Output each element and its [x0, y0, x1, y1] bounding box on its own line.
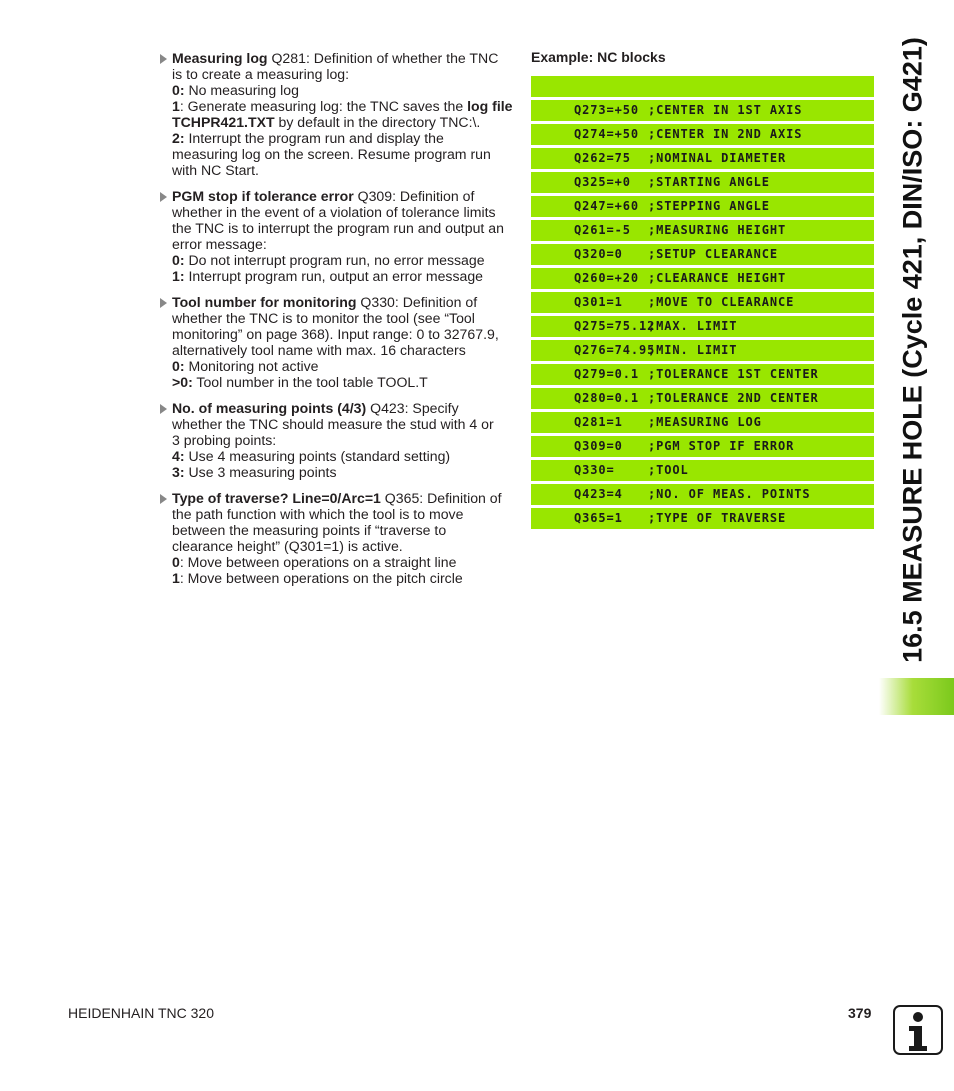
bold-text: 0: — [172, 82, 185, 98]
parameter-line — [172, 294, 511, 310]
text-segment: whether the TNC is to monitor the tool (see “Tool — [172, 310, 475, 326]
parameter-line — [172, 538, 511, 554]
bold-text: PGM stop if tolerance error — [172, 188, 354, 204]
nc-comment: ;CLEARANCE HEIGHT — [648, 271, 787, 285]
text-segment: No measuring log — [184, 82, 299, 98]
nc-row — [531, 436, 874, 457]
parameter-line — [172, 236, 511, 252]
parameter-line — [172, 310, 511, 326]
parameter-line — [172, 416, 511, 432]
parameter-line — [172, 204, 511, 220]
parameter-line — [172, 358, 511, 374]
parameter-line — [172, 66, 511, 82]
text-segment: between the measuring points if “traverse to — [172, 522, 447, 538]
text-segment: Tool number in the tool table TOOL.T — [192, 374, 428, 390]
parameter-line — [172, 326, 511, 342]
example-title: Example: NC blocks — [531, 49, 666, 65]
bold-text: No. of measuring points (4/3) — [172, 400, 367, 416]
text-segment: Q423: Specify — [366, 400, 459, 416]
parameter-line — [172, 400, 511, 416]
text-segment: measuring log on the screen. Resume program run — [172, 146, 491, 162]
parameter-item — [159, 400, 511, 480]
nc-comment: ;NOMINAL DIAMETER — [648, 151, 787, 165]
text-segment: Q365: Definition of — [380, 490, 502, 506]
section-title: 16.5 MEASURE HOLE (Cycle 421, DIN/ISO: G421) — [897, 37, 928, 663]
bold-text: 3: — [172, 464, 185, 480]
nc-row — [531, 316, 874, 337]
text-segment: Interrupt program run, output an error message — [184, 268, 484, 284]
bold-text: log file — [467, 98, 513, 114]
parameter-line — [172, 146, 511, 162]
nc-code: Q275=75.12 — [574, 319, 656, 333]
nc-comment: ;MEASURING LOG — [648, 415, 762, 429]
parameter-line — [172, 50, 511, 66]
text-segment: 3 probing points: — [172, 432, 277, 448]
text-segment: alternatively tool name with max. 16 characters — [172, 342, 466, 358]
text-segment: with NC Start. — [172, 162, 259, 178]
text-segment: Q309: Definition of — [353, 188, 475, 204]
parameter-line — [172, 82, 511, 98]
text-segment: Use 3 measuring points — [184, 464, 337, 480]
nc-row — [531, 196, 874, 217]
nc-comment: ;NO. OF MEAS. POINTS — [648, 487, 811, 501]
nc-row — [531, 100, 874, 121]
nc-comment: ;CENTER IN 1ST AXIS — [648, 103, 803, 117]
bold-text: 0: — [172, 252, 185, 268]
parameter-line — [172, 252, 511, 268]
parameter-line — [172, 374, 511, 390]
text-segment: : Move between operations on a straight line — [179, 554, 457, 570]
nc-comment: ;TOLERANCE 2ND CENTER — [648, 391, 819, 405]
nc-comment: ;MAX. LIMIT — [648, 319, 738, 333]
parameter-line — [172, 268, 511, 284]
text-segment: Monitoring not active — [184, 358, 319, 374]
nc-comment: ;STARTING ANGLE — [648, 175, 770, 189]
bold-text: 0 — [172, 554, 180, 570]
parameter-line — [172, 448, 511, 464]
nc-comment: ;TOLERANCE 1ST CENTER — [648, 367, 819, 381]
parameter-item — [159, 188, 511, 284]
parameter-line — [172, 130, 511, 146]
page-number: 379 — [848, 1005, 872, 1021]
parameter-item — [159, 294, 511, 390]
parameter-line — [172, 490, 511, 506]
nc-code: Q261=-5 — [574, 223, 631, 237]
nc-comment: ;MIN. LIMIT — [648, 343, 738, 357]
nc-row — [531, 268, 874, 289]
text-segment: clearance height” (Q301=1) is active. — [172, 538, 403, 554]
nc-comment: ;MEASURING HEIGHT — [648, 223, 787, 237]
text-segment: is to create a measuring log: — [172, 66, 350, 82]
info-icon-glyph — [895, 1007, 941, 1053]
text-segment: monitoring” on page 368). Input range: 0 to 32767.9, — [172, 326, 499, 342]
parameter-line — [172, 522, 511, 538]
nc-code: Q260=+20 — [574, 271, 639, 285]
nc-comment: ;STEPPING ANGLE — [648, 199, 770, 213]
text-segment: Interrupt the program run and display the — [184, 130, 444, 146]
parameter-line — [172, 464, 511, 480]
triangle-bullet-icon — [160, 404, 167, 414]
nc-code: Q423=4 — [574, 487, 623, 501]
bold-text: 1: — [172, 268, 185, 284]
text-segment: the TNC is to interrupt the program run and output an — [172, 220, 504, 236]
nc-code: Q301=1 — [574, 295, 623, 309]
text-segment: Q330: Definition of — [356, 294, 478, 310]
nc-code: Q262=75 — [574, 151, 631, 165]
nc-row — [531, 388, 874, 409]
bold-text: Tool number for monitoring — [172, 294, 357, 310]
nc-code: Q274=+50 — [574, 127, 639, 141]
nc-row — [531, 172, 874, 193]
parameter-item — [159, 50, 511, 178]
nc-code: Q365=1 — [574, 511, 623, 525]
nc-header-row — [531, 76, 874, 97]
parameter-line — [172, 114, 511, 130]
nc-comment: ;PGM STOP IF ERROR — [648, 439, 795, 453]
text-segment: : Move between operations on the pitch circle — [179, 570, 463, 586]
bold-text: >0: — [172, 374, 193, 390]
nc-comment: ;TOOL — [648, 463, 689, 477]
parameter-line — [172, 162, 511, 178]
parameter-item — [159, 490, 511, 586]
parameter-line — [172, 188, 511, 204]
section-title-sidebar — [878, 30, 948, 670]
nc-row — [531, 364, 874, 385]
text-segment: error message: — [172, 236, 267, 252]
nc-code: Q247=+60 — [574, 199, 639, 213]
bold-text: 1 — [172, 570, 180, 586]
bold-text: TCHPR421.TXT — [172, 114, 275, 130]
nc-comment: ;TYPE OF TRAVERSE — [648, 511, 787, 525]
parameter-line — [172, 506, 511, 522]
nc-code: Q320=0 — [574, 247, 623, 261]
bold-text: Type of traverse? Line=0/Arc=1 — [172, 490, 381, 506]
bold-text: Measuring log — [172, 50, 268, 66]
nc-comment: ;MOVE TO CLEARANCE — [648, 295, 795, 309]
nc-row — [531, 220, 874, 241]
parameter-line — [172, 98, 511, 114]
nc-code: Q279=0.1 — [574, 367, 639, 381]
parameter-line — [172, 342, 511, 358]
triangle-bullet-icon — [160, 192, 167, 202]
nc-code: Q276=74.95 — [574, 343, 656, 357]
nc-row — [531, 484, 874, 505]
triangle-bullet-icon — [160, 54, 167, 64]
nc-row — [531, 412, 874, 433]
text-segment: Do not interrupt program run, no error message — [184, 252, 485, 268]
parameter-line — [172, 220, 511, 236]
nc-row — [531, 508, 874, 529]
bold-text: 1 — [172, 98, 180, 114]
bold-text: 0: — [172, 358, 185, 374]
text-segment: the path function with which the tool is to move — [172, 506, 464, 522]
info-icon — [893, 1005, 943, 1055]
parameter-line — [172, 570, 511, 586]
nc-code: Q309=0 — [574, 439, 623, 453]
parameter-list — [159, 50, 511, 596]
footer-manual-name: HEIDENHAIN TNC 320 — [68, 1005, 215, 1021]
nc-row — [531, 460, 874, 481]
text-segment: by default in the directory TNC:\. — [274, 114, 481, 130]
text-segment: : Generate measuring log: the TNC saves the — [179, 98, 468, 114]
nc-row — [531, 292, 874, 313]
nc-row — [531, 340, 874, 361]
nc-row — [531, 124, 874, 145]
parameter-line — [172, 432, 511, 448]
nc-code: Q281=1 — [574, 415, 623, 429]
nc-code: Q325=+0 — [574, 175, 631, 189]
nc-code: Q280=0.1 — [574, 391, 639, 405]
text-segment: whether in the event of a violation of tolerance limits — [172, 204, 496, 220]
nc-code: Q273=+50 — [574, 103, 639, 117]
nc-code: Q330= — [574, 463, 615, 477]
bold-text: 4: — [172, 448, 185, 464]
text-segment: Use 4 measuring points (standard setting) — [184, 448, 451, 464]
nc-comment: ;SETUP CLEARANCE — [648, 247, 778, 261]
text-segment: Q281: Definition of whether the TNC — [267, 50, 499, 66]
parameter-line — [172, 554, 511, 570]
triangle-bullet-icon — [160, 494, 167, 504]
nc-row — [531, 244, 874, 265]
chapter-tab-marker — [879, 678, 954, 715]
nc-comment: ;CENTER IN 2ND AXIS — [648, 127, 803, 141]
bold-text: 2: — [172, 130, 185, 146]
text-segment: whether the TNC should measure the stud with 4 or — [172, 416, 494, 432]
nc-row — [531, 148, 874, 169]
nc-program-block — [531, 76, 874, 532]
triangle-bullet-icon — [160, 298, 167, 308]
